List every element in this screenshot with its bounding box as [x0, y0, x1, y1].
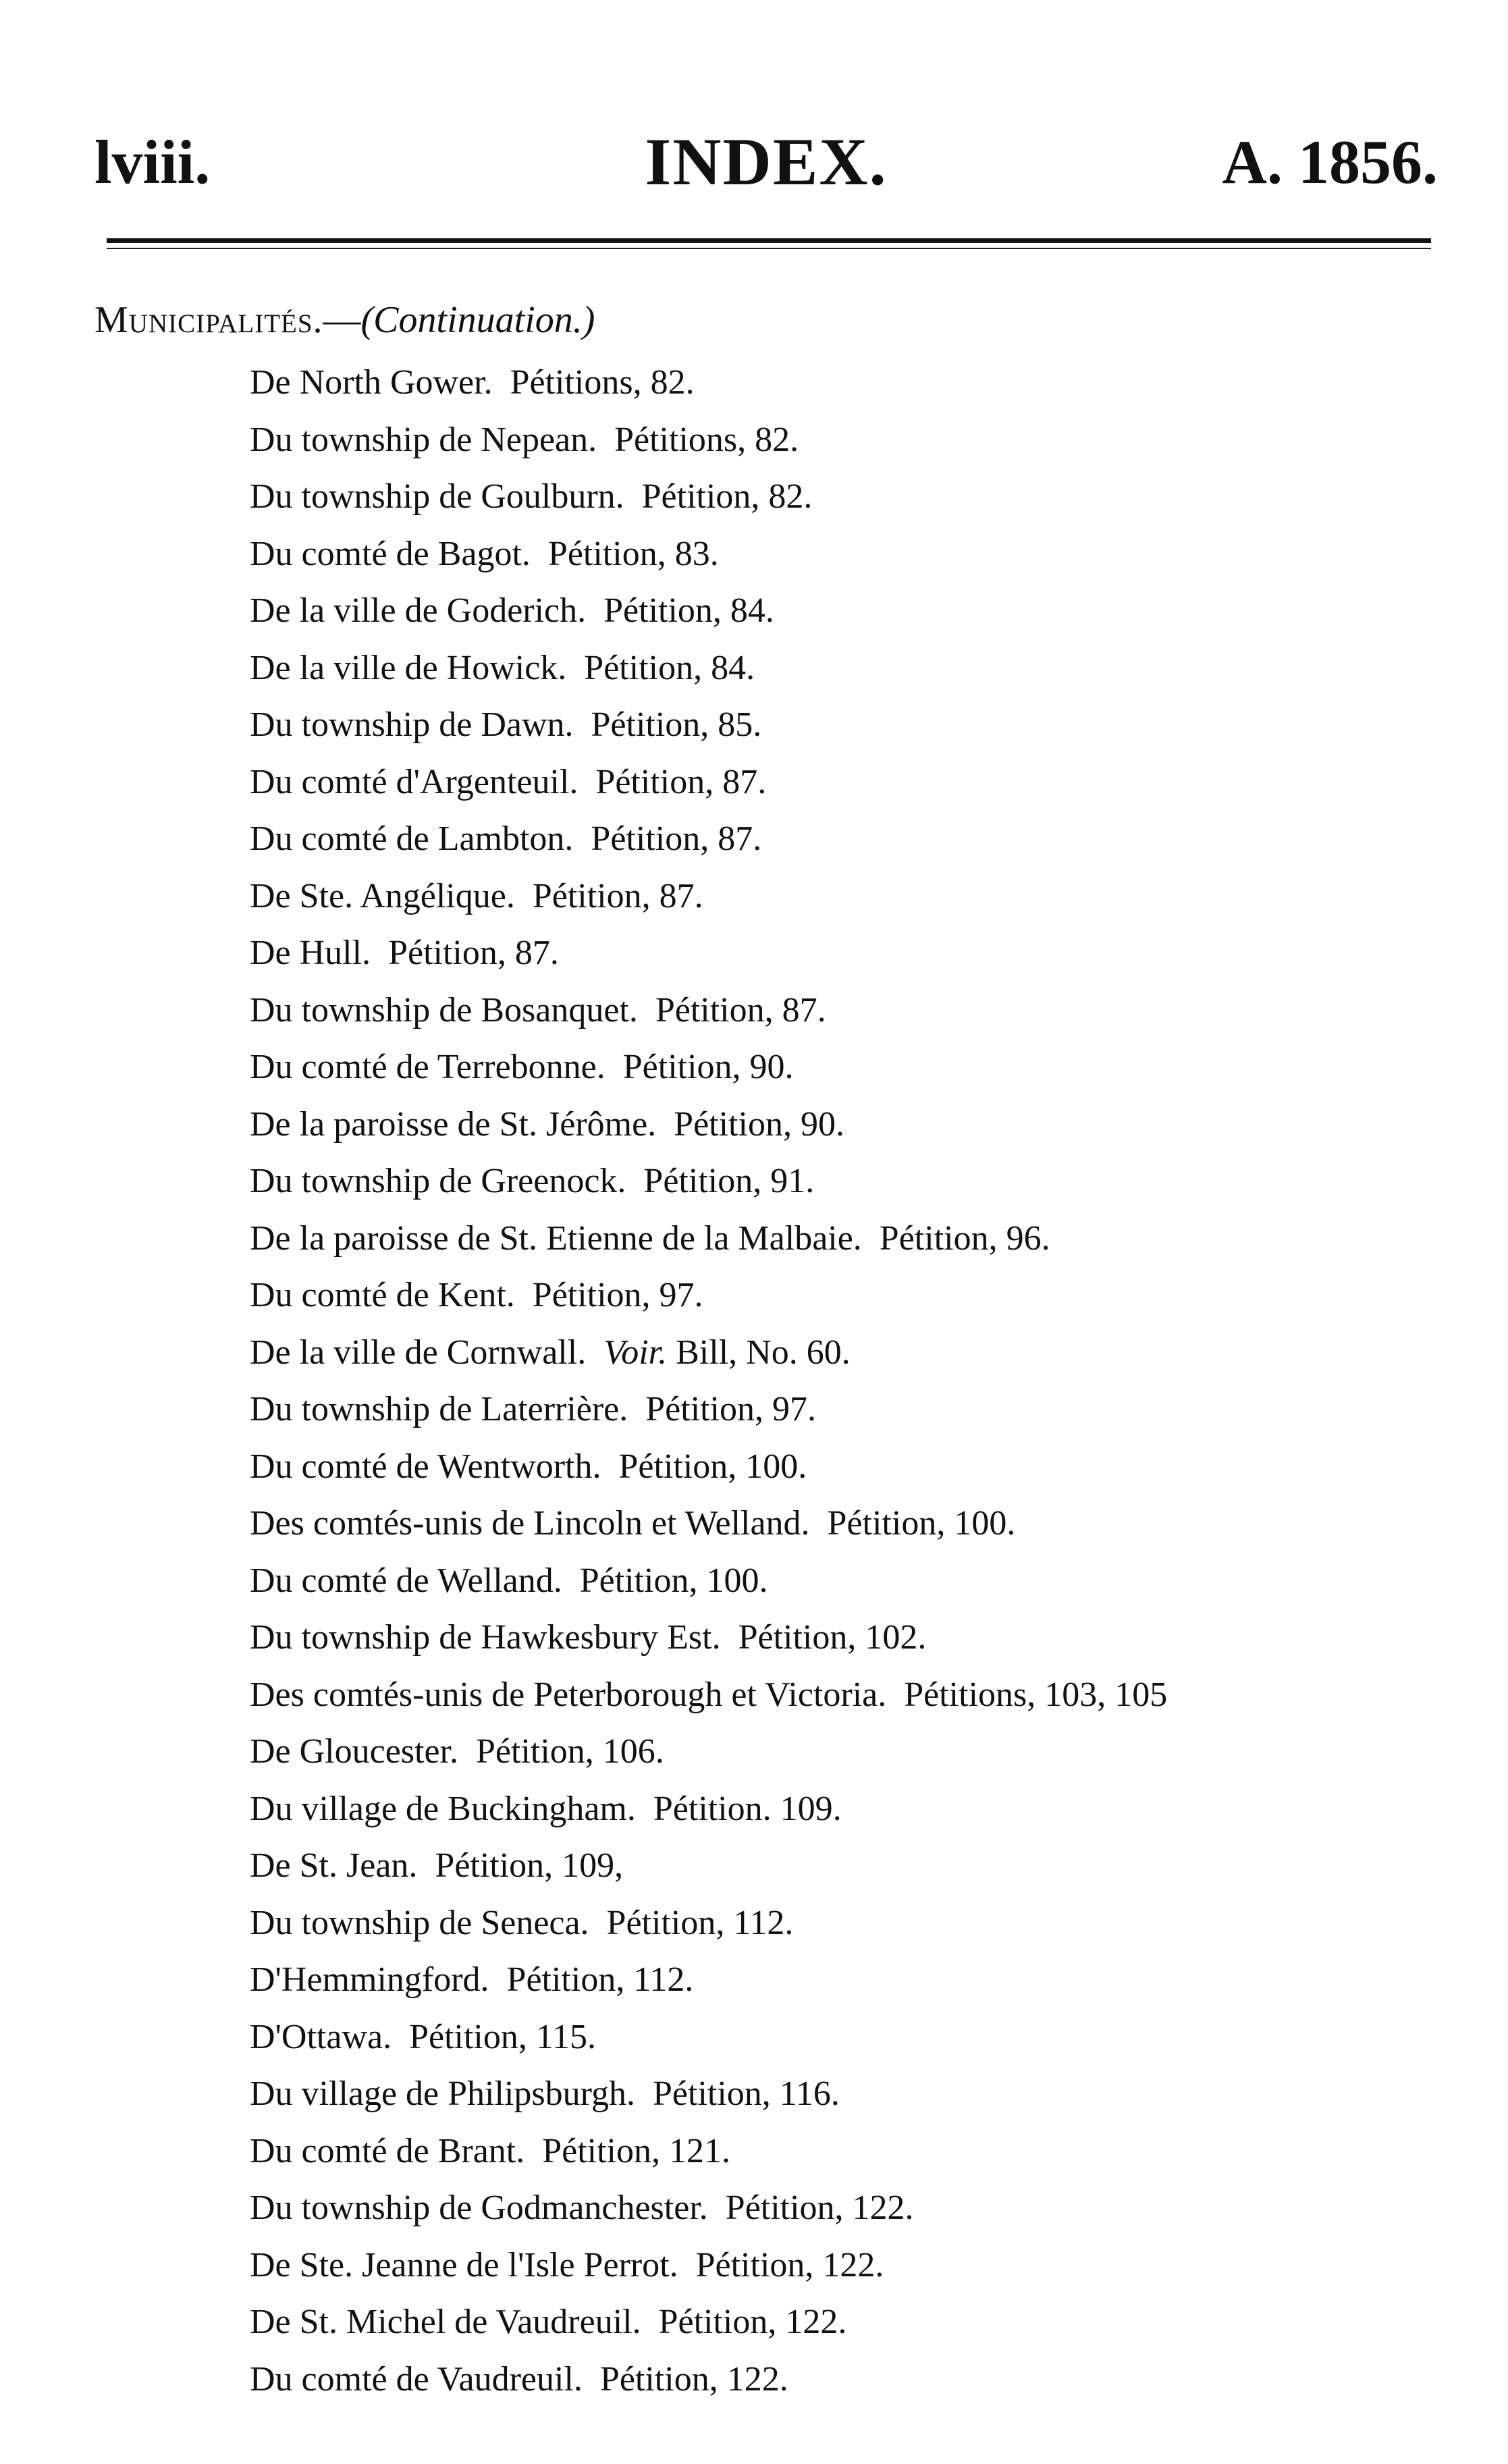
- index-entry: Du township de Hawkesbury Est. Pétition, 102.: [250, 1618, 927, 1657]
- index-entry: Du comté de Terrebonne. Pétition, 90.: [250, 1048, 794, 1086]
- index-entry: Du comté de Brant. Pétition, 121.: [250, 2131, 731, 2170]
- index-entry: De la ville de Goderich. Pétition, 84.: [250, 591, 774, 630]
- index-entry: De Ste. Angélique. Pétition, 87.: [250, 876, 703, 915]
- index-entry: De St. Jean. Pétition, 109,: [250, 1846, 624, 1885]
- section-heading: [95, 293, 595, 347]
- header-rule-thin: [107, 248, 1431, 249]
- index-entry: Du township de Laterrière. Pétition, 97.: [250, 1390, 817, 1428]
- index-entry: [250, 1324, 1465, 1382]
- section-heading-continuation: (Continuation.): [360, 299, 595, 341]
- index-entry: Du township de Nepean. Pétitions, 82.: [250, 420, 799, 459]
- index-entry: Du township de Seneca. Pétition, 112.: [250, 1903, 794, 1942]
- page-header: [95, 122, 1438, 203]
- index-entry: Du township de Goulburn. Pétition, 82.: [250, 477, 813, 516]
- index-entry: Des comtés-unis de Peterborough et Victoria. Pétitions, 103, 105: [250, 1675, 1168, 1714]
- index-entry: Du township de Greenock. Pétition, 91.: [250, 1162, 815, 1200]
- page-number: lviii.: [95, 128, 211, 196]
- header-rule-thick: [107, 238, 1431, 243]
- index-entry-text: De la ville de Cornwall.: [250, 1333, 604, 1372]
- index-entry: De Ste. Jeanne de l'Isle Perrot. Pétition, 122.: [250, 2245, 884, 2284]
- index-entry: Du village de Philipsburgh. Pétition, 116.: [250, 2074, 840, 2113]
- index-entry: De St. Michel de Vaudreuil. Pétition, 122.: [250, 2303, 847, 2341]
- index-entry: Des comtés-unis de Lincoln et Welland. Pétition, 100.: [250, 1504, 1016, 1543]
- index-entries-list: [250, 354, 1465, 2408]
- index-entry: Du comté de Welland. Pétition, 100.: [250, 1561, 768, 1600]
- index-entry: Du township de Bosanquet. Pétition, 87.: [250, 990, 826, 1029]
- index-entry: Du village de Buckingham. Pétition. 109.: [250, 1789, 842, 1828]
- section-heading-dash: —: [323, 299, 361, 341]
- section-heading-label: Municipalités.: [95, 299, 323, 341]
- page-year: A. 1856.: [1222, 128, 1438, 196]
- index-entry: De North Gower. Pétitions, 82.: [250, 363, 695, 402]
- index-entry: De la paroisse de St. Jérôme. Pétition, 90.: [250, 1104, 844, 1144]
- index-entry: D'Hemmingford. Pétition, 112.: [250, 1960, 694, 1999]
- index-entry: Du comté d'Argenteuil. Pétition, 87.: [250, 762, 767, 801]
- index-entry: De la paroisse de St. Etienne de la Malbaie. Pétition, 96.: [250, 1218, 1050, 1258]
- index-entry: Du comté de Lambton. Pétition, 87.: [250, 820, 762, 858]
- index-entry: D'Ottawa. Pétition, 115.: [250, 2017, 596, 2056]
- index-entry: De Gloucester. Pétition, 106.: [250, 1732, 664, 1771]
- index-entry: Du township de Dawn. Pétition, 85.: [250, 705, 762, 744]
- index-entry: De Hull. Pétition, 87.: [250, 934, 559, 972]
- page-title: INDEX.: [645, 124, 888, 199]
- index-entry: Du township de Godmanchester. Pétition, 122.: [250, 2189, 914, 2227]
- index-entry: De la ville de Howick. Pétition, 84.: [250, 648, 755, 687]
- index-entry: Du comté de Wentworth. Pétition, 100.: [250, 1447, 807, 1486]
- index-entry: Du comté de Kent. Pétition, 97.: [250, 1276, 703, 1314]
- index-entry-rest: Bill, No. 60.: [667, 1333, 851, 1372]
- index-entry-voir: Voir.: [603, 1333, 668, 1372]
- index-entry: Du comté de Vaudreuil. Pétition, 122.: [250, 2359, 788, 2399]
- index-entry: Du comté de Bagot. Pétition, 83.: [250, 534, 719, 573]
